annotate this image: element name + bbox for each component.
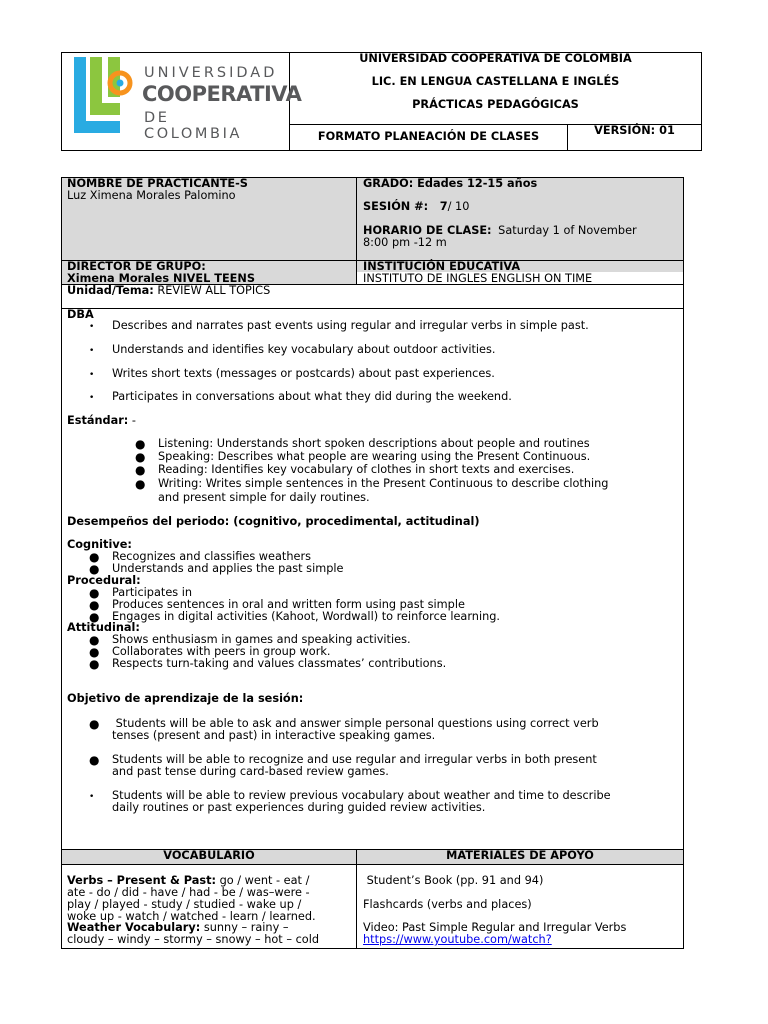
logo-line-2: COOPERATIVA (142, 82, 302, 106)
list-item: Writes short texts (messages or postcards) about past experiences. (112, 367, 495, 380)
sesion-number: 7 (439, 200, 448, 213)
estandar-suffix: - (131, 414, 136, 427)
list-item: Participates in conversations about what they did during the weekend. (112, 390, 512, 403)
procedural-label: Procedural: (67, 574, 141, 587)
verbs-label: Verbs – Present & Past: (67, 874, 216, 887)
version-label: VERSIÓN: 01 (594, 124, 675, 137)
dba-title: DBA (67, 308, 94, 321)
vocab-header: VOCABULARIO (163, 849, 255, 862)
list-item: Writing: Writes simple sentences in the Present Continuous to describe clothing (158, 477, 609, 490)
attitudinal-label: Attitudinal: (67, 621, 140, 634)
list-item: Describes and narrates past events using regular and irregular verbs in simple past. (112, 319, 589, 332)
desempenos-title: Desempeños del periodo: (cognitivo, procedimental, actitudinal) (67, 515, 480, 528)
grado-label: GRADO: Edades 12-15 años (363, 177, 538, 190)
logo-mark-icon (72, 55, 134, 137)
university-logo (72, 55, 302, 142)
logo-line-3: DE COLOMBIA (144, 110, 242, 142)
list-item: Students will be able to ask and answer simple personal questions using correct verb (112, 717, 599, 730)
list-item: Listening: Understands short spoken descriptions about people and routines (158, 437, 590, 450)
list-item: Students will be able to review previous vocabulary about weather and time to describe (112, 789, 611, 802)
list-item: Produces sentences in oral and written form using past simple (112, 598, 465, 611)
horario-label: HORARIO DE CLASE: (363, 224, 492, 237)
institucion-label: INSTITUCIÓN EDUCATIVA (363, 260, 521, 273)
list-item: Recognizes and classifies weathers (112, 550, 311, 563)
horario-value: Saturday 1 of November (498, 224, 637, 237)
verbs-line-3: play / played - study / studied - wake up / (67, 898, 302, 911)
practicante-label: NOMBRE DE PRACTICANTE-S (67, 177, 248, 190)
video-link[interactable]: https://www.youtube.com/watch? (363, 933, 552, 946)
verbs-line-1: go / went - eat / (215, 874, 310, 887)
sesion-label: SESIÓN #: (363, 200, 429, 213)
verbs-line-2: ate - do / did - have / had - be / was–were - (67, 886, 310, 899)
format-name: FORMATO PLANEACIÓN DE CLASES (317, 130, 540, 143)
material-item: Flashcards (verbs and places) (363, 898, 532, 911)
list-item-continuation: daily routines or past experiences during guided review activities. (112, 801, 486, 814)
practicante-value: Luz Ximena Morales Palomino (67, 189, 236, 202)
list-item: Respects turn-taking and values classmates’ contributions. (112, 657, 447, 670)
institucion-value: INSTITUTO DE INGLES ENGLISH ON TIME (363, 272, 593, 285)
weather-label: Weather Vocabulary: (67, 921, 201, 934)
objetivo-title: Objetivo de aprendizaje de la sesión: (67, 692, 304, 705)
materiales-header: MATERIALES DE APOYO (446, 849, 594, 862)
unidad-label: Unidad/Tema: (67, 284, 154, 297)
director-label: DIRECTOR DE GRUPO: (67, 260, 206, 273)
list-item-continuation: tenses (present and past) in interactive speaking games. (112, 729, 436, 742)
list-item: Collaborates with peers in group work. (112, 645, 331, 658)
material-item: Student’s Book (pp. 91 and 94) (363, 874, 544, 887)
list-item-continuation: and present simple for daily routines. (158, 491, 370, 504)
list-item: Engages in digital activities (Kahoot, Wordwall) to reinforce learning. (112, 610, 500, 623)
subject-name: PRÁCTICAS PEDAGÓGICAS (412, 98, 579, 111)
list-item: Speaking: Describes what people are wearing using the Present Continuous. (158, 450, 591, 463)
logo-line-1: UNIVERSIDAD (144, 65, 278, 81)
sesion-total: / 10 (447, 200, 470, 213)
director-value: Ximena Morales NIVEL TEENS (67, 272, 255, 285)
list-item: Shows enthusiasm in games and speaking activities. (112, 633, 411, 646)
cognitive-label: Cognitive: (67, 538, 132, 551)
weather-line-1: sunny – rainy – (200, 921, 289, 934)
unidad-value: REVIEW ALL TOPICS (157, 284, 271, 297)
verbs-line-4: woke up - watch / watched - learn / learned. (67, 910, 316, 923)
list-item: Understands and applies the past simple (112, 562, 344, 575)
weather-line-2: cloudy – windy – stormy – snowy – hot – cold (67, 933, 320, 946)
university-name: UNIVERSIDAD COOPERATIVA DE COLOMBIA (359, 52, 632, 65)
material-item: Video: Past Simple Regular and Irregular Verbs (363, 921, 627, 934)
list-item: Participates in (112, 586, 193, 599)
program-name: LIC. EN LENGUA CASTELLANA E INGLÉS (371, 75, 620, 88)
list-item: Understands and identifies key vocabulary about outdoor activities. (112, 343, 496, 356)
list-item: Students will be able to recognize and use regular and irregular verbs in both present (112, 753, 597, 766)
list-item: Reading: Identifies key vocabulary of clothes in short texts and exercises. (158, 463, 575, 476)
list-item-continuation: and past tense during card-based review games. (112, 765, 389, 778)
horario-time: 8:00 pm -12 m (363, 236, 447, 249)
estandar-label: Estándar: (67, 414, 129, 427)
